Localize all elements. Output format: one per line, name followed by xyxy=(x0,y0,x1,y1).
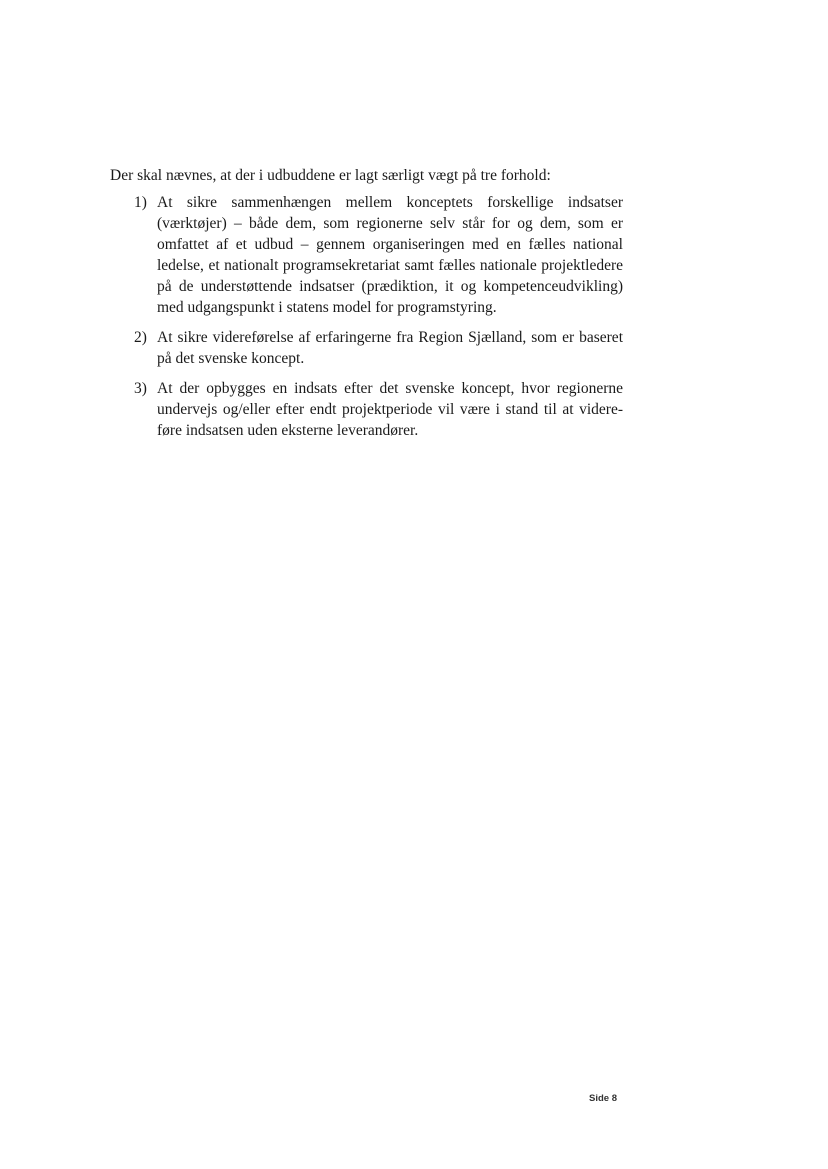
list-item-number: 3) xyxy=(134,380,147,397)
page-number: Side 8 xyxy=(589,1093,617,1104)
list-item xyxy=(110,192,623,318)
list-item-text: At der opbygges en indsats efter det svenske koncept, hvor regionerne undervejs og/eller efter endt projektperiode vil være i stand til at videreføre indsatsen uden eksterne leverandører. xyxy=(157,380,623,439)
list-item xyxy=(110,378,623,441)
list-item-text: At sikre sammenhængen mellem konceptets forskellige indsatser (værktøjer) – både dem, som regionerne selv står for og dem, som er omfattet af et udbud – gennem organiseringen med en fælles national ledelse, et nationalt programsekretariat samt fælles nationale projektledere på de understøttende indsatser (prædiktion, it og kompetenceudvikling) med udgangspunkt i statens model for programstyring. xyxy=(157,194,623,316)
list-item-text: At sikre videreførelse af erfaringerne fra Region Sjælland, som er baseret på det svenske koncept. xyxy=(157,329,623,367)
intro-paragraph: Der skal nævnes, at der i udbuddene er lagt særligt vægt på tre forhold: xyxy=(110,167,551,184)
numbered-list xyxy=(110,192,623,450)
list-item-number: 2) xyxy=(134,329,147,346)
list-item-number: 1) xyxy=(134,194,147,211)
list-item xyxy=(110,327,623,369)
